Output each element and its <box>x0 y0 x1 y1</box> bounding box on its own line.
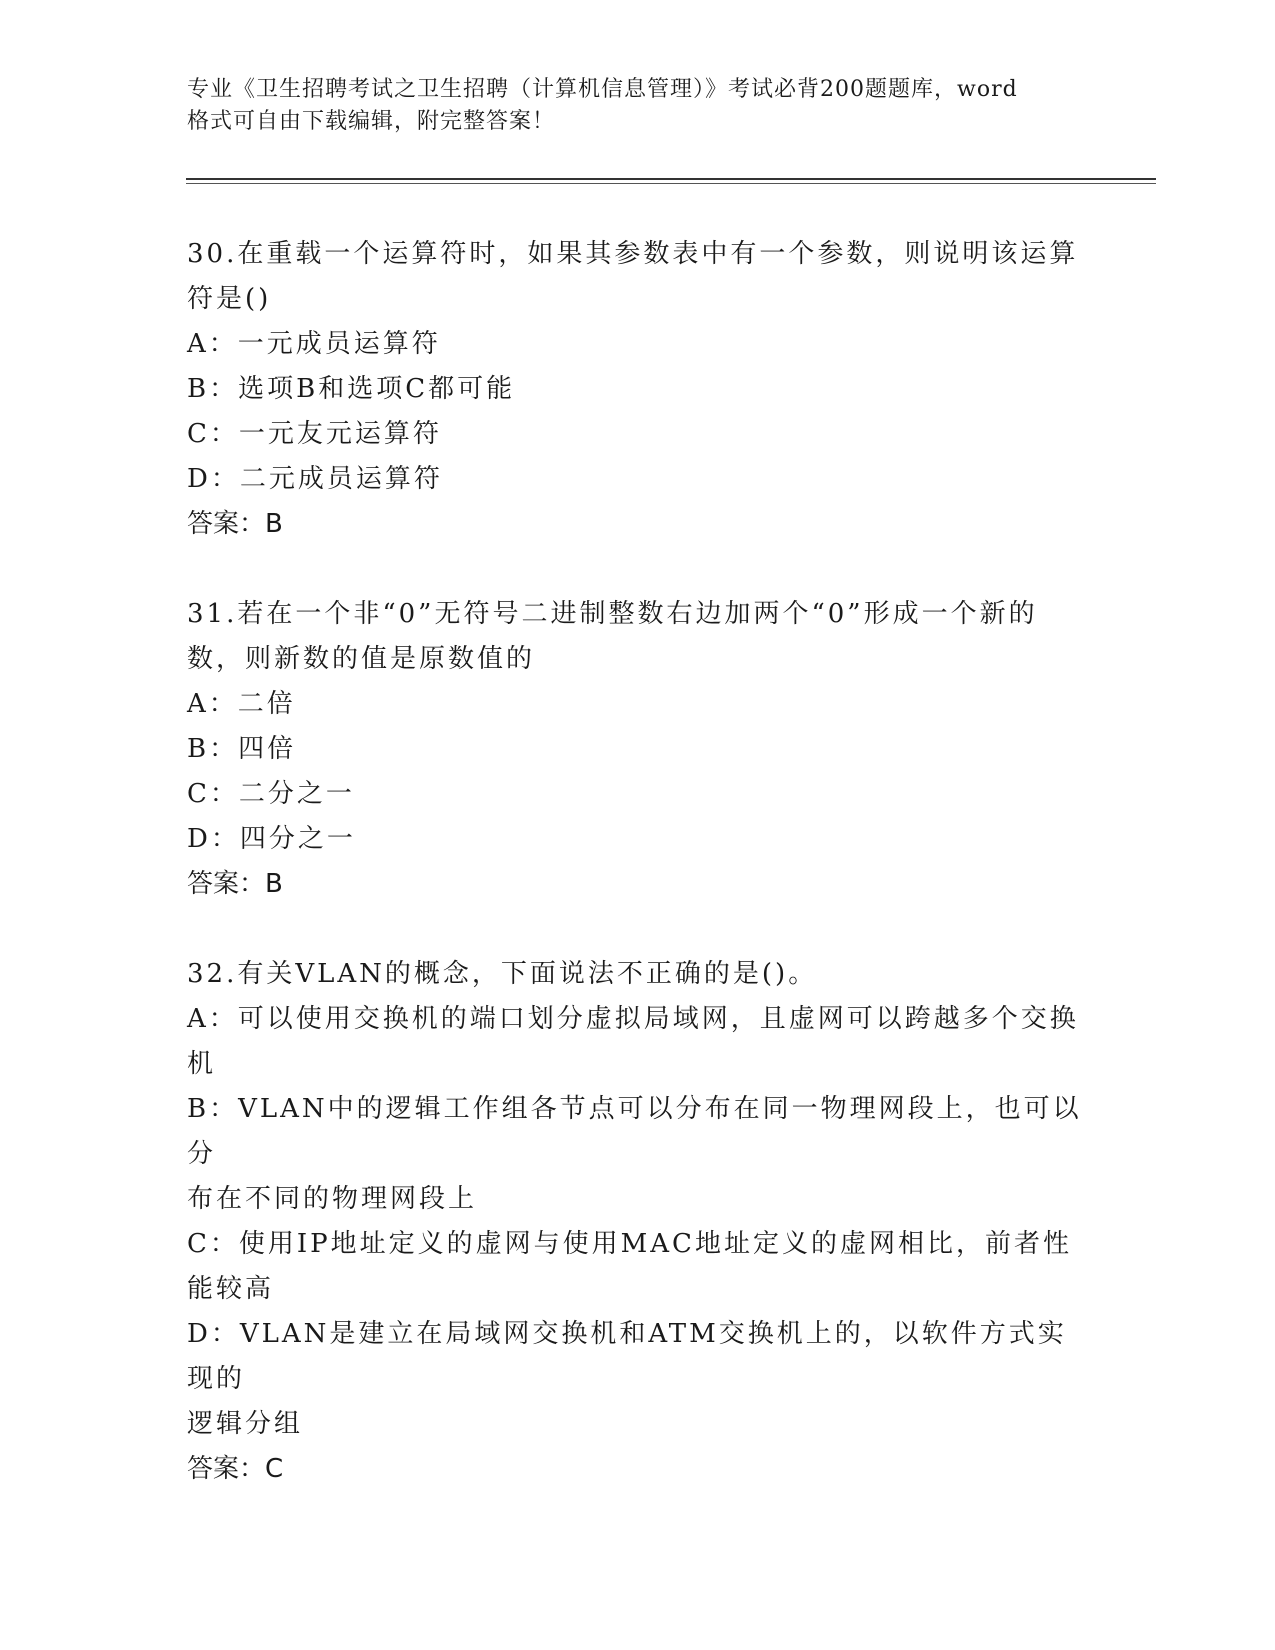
question-stem-continued: 符是() <box>187 284 272 314</box>
option-d: D：二元成员运算符 <box>187 464 443 494</box>
option-b: B：选项B和选项C都可能 <box>187 374 516 404</box>
question-32 <box>187 952 1087 1492</box>
option-a: A：可以使用交换机的端口划分虚拟局域网，且虚网可以跨越多个交换 <box>187 1004 1079 1034</box>
option-d: D：VLAN是建立在局域网交换机和ATM交换机上的，以软件方式实现的 <box>187 1319 1067 1394</box>
option-a: A：一元成员运算符 <box>187 329 441 359</box>
option-a-continued: 机 <box>187 1049 217 1079</box>
option-c: C：二分之一 <box>187 779 355 809</box>
option-d-continued: 逻辑分组 <box>187 1409 304 1439</box>
question-stem: 32.有关VLAN的概念，下面说法不正确的是()。 <box>187 959 818 989</box>
header-line-1: 专业《卫生招聘考试之卫生招聘（计算机信息管理）》考试必背200题题库，word <box>187 77 1018 102</box>
question-stem: 30.在重载一个运算符时，如果其参数表中有一个参数，则说明该运算 <box>187 239 1079 269</box>
header-divider-thick <box>186 178 1156 180</box>
option-b: B：四倍 <box>187 734 297 764</box>
option-c: C：使用IP地址定义的虚网与使用MAC地址定义的虚网相比，前者性 <box>187 1229 1072 1259</box>
answer: 答案：C <box>187 1454 284 1484</box>
answer: 答案：B <box>187 509 283 539</box>
option-c: C：一元友元运算符 <box>187 419 442 449</box>
question-stem: 31.若在一个非“0”无符号二进制整数右边加两个“0”形成一个新的 <box>187 599 1038 629</box>
option-a: A：二倍 <box>187 689 296 719</box>
answer: 答案：B <box>187 869 283 899</box>
question-stem-continued: 数，则新数的值是原数值的 <box>187 644 536 674</box>
option-b: B：VLAN中的逻辑工作组各节点可以分布在同一物理网段上，也可以分 <box>187 1094 1082 1169</box>
option-d: D：四分之一 <box>187 824 356 854</box>
question-30 <box>187 232 1087 547</box>
question-31 <box>187 592 1087 907</box>
header-divider-thin <box>186 183 1156 184</box>
header-line-2: 格式可自由下载编辑，附完整答案！ <box>187 109 556 134</box>
option-b-continued: 布在不同的物理网段上 <box>187 1184 478 1214</box>
option-c-continued: 能较高 <box>187 1274 275 1304</box>
document-header <box>187 74 1087 138</box>
